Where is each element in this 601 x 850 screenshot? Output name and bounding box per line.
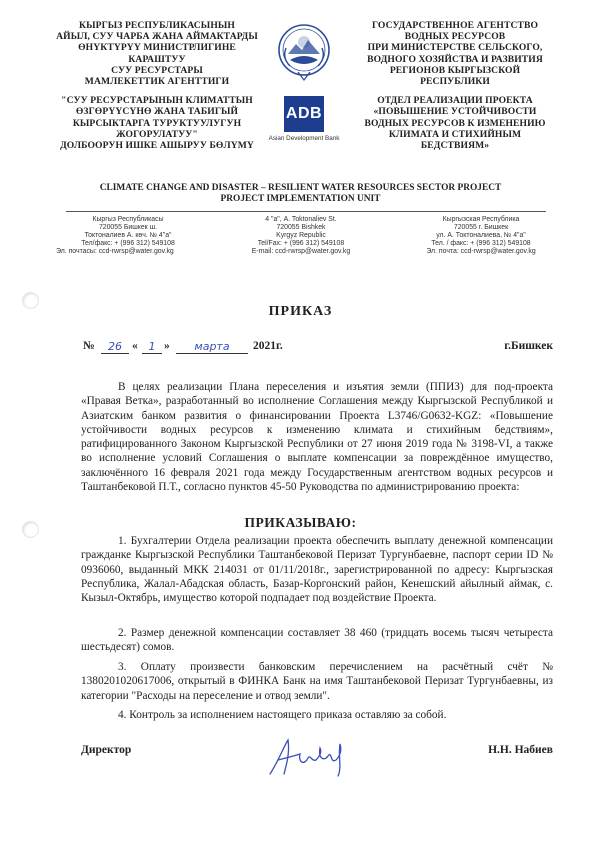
header-right-line: «ПОВЫШЕНИЕ УСТОЙЧИВОСТИ	[373, 106, 537, 118]
header-right-line: ПРИ МИНИСТЕРСТВЕ СЕЛЬСКОГО,	[367, 42, 543, 54]
address-line: Кыргыз Республикасы	[92, 216, 164, 223]
adb-caption: Asian Development Bank	[268, 135, 340, 142]
order-title: ПРИКАЗ	[268, 304, 333, 319]
address-line: 720055 г. Бишкек	[453, 224, 509, 232]
signatory-name: Н.Н. Набиев	[488, 744, 553, 756]
order-number-label: №	[83, 340, 95, 352]
header-right-line: ВОДНОГО ХОЗЯЙСТВА И РАЗВИТИЯ	[367, 53, 543, 65]
header-right	[350, 20, 560, 151]
address-line: 4 "а", A. Toktonaliev St.	[265, 216, 337, 223]
address-left	[48, 216, 208, 256]
address-line: Kyrgyz Republic	[276, 232, 326, 240]
header-right-line: РЕГИОНОВ КЫРГЫЗСКОЙ	[389, 64, 521, 76]
signature-mark	[264, 732, 354, 782]
address-line: Tel/Fax: + (996 312) 549108	[257, 240, 345, 248]
project-title	[0, 183, 601, 205]
project-title-line: CLIMATE CHANGE AND DISASTER – RESILIENT WATER RESOURCES SECTOR PROJECT	[99, 183, 502, 193]
order-meta	[83, 340, 553, 358]
address-line: Токтоналиев А. көч. № 4"а"	[84, 232, 172, 240]
order-city: г.Бишкек	[504, 340, 553, 352]
adb-logo-text: ADB	[285, 105, 323, 122]
header-divider	[66, 211, 546, 212]
address-center	[226, 216, 376, 256]
order-day: 1	[142, 340, 162, 354]
order-item-3: 3. Оплату произвести банковским перечислением на расчётный счёт № 1380201020617006, открытый в ФИНКА Банк на имя Таштанбековой Перизат Тургунбаевны, из категории "Расходы на переселение и отвод земли".	[81, 661, 553, 702]
header-left-line: КАРАШТУУ	[128, 53, 186, 65]
header-left-line: АЙЫЛ, СУУ ЧАРБА ЖАНА АЙМАКТАРДЫ	[56, 31, 258, 43]
signatory-title: Директор	[81, 744, 132, 756]
order-year: 2021г.	[253, 340, 283, 352]
header-right-line: БЕДСТВИЯМ»	[420, 140, 490, 152]
order-heading: ПРИКАЗЫВАЮ:	[244, 515, 357, 530]
address-line: Эл. почта: ccd-rwrsp@water.gov.kg	[426, 248, 536, 256]
address-line: Эл. почтасы: ccd-rwrsp@water.gov.kg	[56, 248, 174, 256]
project-title-line: PROJECT IMPLEMENTATION UNIT	[220, 194, 381, 204]
order-month: марта	[176, 340, 248, 354]
address-line: ул. А. Токтоналиева, № 4"а"	[436, 232, 526, 240]
address-line: E-mail: ccd-rwrsp@water.gov.kg	[251, 248, 351, 256]
header-left-line: МАМЛЕКЕТТИК АГЕНТТИГИ	[84, 76, 230, 88]
quote-open: «	[132, 340, 138, 352]
header-left-line: КЫРГЫЗ РЕСПУБЛИКАСЫНЫН	[79, 20, 235, 31]
address-right	[406, 216, 556, 256]
state-emblem	[278, 22, 330, 84]
order-item-1: 1. Бухгалтерии Отдела реализации проекта обеспечить выплату денежной компенсации гражданке Кыргызской Республики Таштанбековой Перизат Тургунбаевне, паспорт серии ID № 0936060, выданный МКК 214031 от 01/11/2018г., зарегистрированной по адресу: Кыргызская Республика, Жалал-Абадская область, Базар-Коргонский район, Кенешский айылный аймак, с. Кызыл-Октябрь, имущество которой подпадает под воздействие Проекта.	[81, 535, 553, 605]
order-number: 26	[101, 340, 129, 354]
header-right-line: КЛИМАТА И СТИХИЙНЫМ	[388, 128, 522, 140]
address-line: Тел/факс: + (996 312) 549108	[81, 240, 175, 248]
adb-logo	[284, 96, 324, 132]
header-left	[50, 20, 264, 151]
quote-close: »	[164, 340, 170, 352]
header-right-line: ВОДНЫХ РЕСУРСОВ К ИЗМЕНЕНИЮ	[364, 117, 546, 129]
address-line: 720055 Bishkek	[276, 224, 326, 232]
header-left-line: ӨЗГӨРҮҮСҮНӨ ЖАНА ТАБИГЫЙ	[75, 106, 239, 118]
header-right-line: ВОДНЫХ РЕСУРСОВ	[404, 31, 506, 43]
order-item-4: 4. Контроль за исполнением настоящего приказа оставляю за собой.	[118, 709, 447, 721]
header-left-line: СУУ РЕСУРСТАРЫ	[111, 64, 203, 76]
address-line: Кыргызская Республика	[442, 216, 520, 223]
handwritten-signature-icon	[264, 732, 354, 782]
header-left-line: ЖОГОРУЛАТУУ"	[116, 128, 198, 140]
header-left-line: ДОЛБООРУН ИШКЕ АШЫРУУ БӨЛҮМҮ	[60, 140, 254, 152]
emblem-icon	[278, 22, 330, 84]
address-line: Тел. / факс: + (996 312) 549108	[431, 240, 531, 248]
header-right-line: ОТДЕЛ РЕАЛИЗАЦИИ ПРОЕКТА	[377, 95, 533, 107]
header-left-line: ӨНҮКТҮРҮҮ МИНИСТРЛИГИНЕ	[78, 42, 236, 54]
header-left-line: "СУУ РЕСУРСТАРЫНЫН КЛИМАТТЫН	[61, 95, 253, 107]
address-line: 720055 Бишкек ш.	[98, 224, 158, 232]
header-right-line: РЕСПУБЛИКИ	[420, 76, 490, 88]
header-right-line: ГОСУДАРСТВЕННОЕ АГЕНТСТВО	[371, 20, 539, 31]
header-left-line: КЫРСЫКТАРГА ТУРУКТУУЛУГУН	[72, 117, 242, 129]
order-item-2: 2. Размер денежной компенсации составляет 38 460 (тридцать восемь тысяч четыреста шестьдесят) сомов.	[81, 627, 553, 654]
preamble: В целях реализации Плана переселения и изъятия земли (ППИЗ) для под-проекта «Правая Ветка», разработанный во исполнение Соглашения между Кыргызской Республикой и Азиатским банком развития о финансировании Проекта L3746/G0632-KGZ: «Повышение устойчивости водных ресурсов к изменению климата и стихийным бедствиям», ратифицированного Законом Кыргызской Республики от 27 июня 2019 года № 3198-VI, а также во исполнение условий Соглашения о выплате компенсации за повреждённое имущество, заключённого 16 февраля 2021 года между Государственным агентством водных ресурсов и Таштанбековой П.Т., согласно пунктов 45-50 Руководства по администрированию проекта:	[81, 381, 553, 494]
